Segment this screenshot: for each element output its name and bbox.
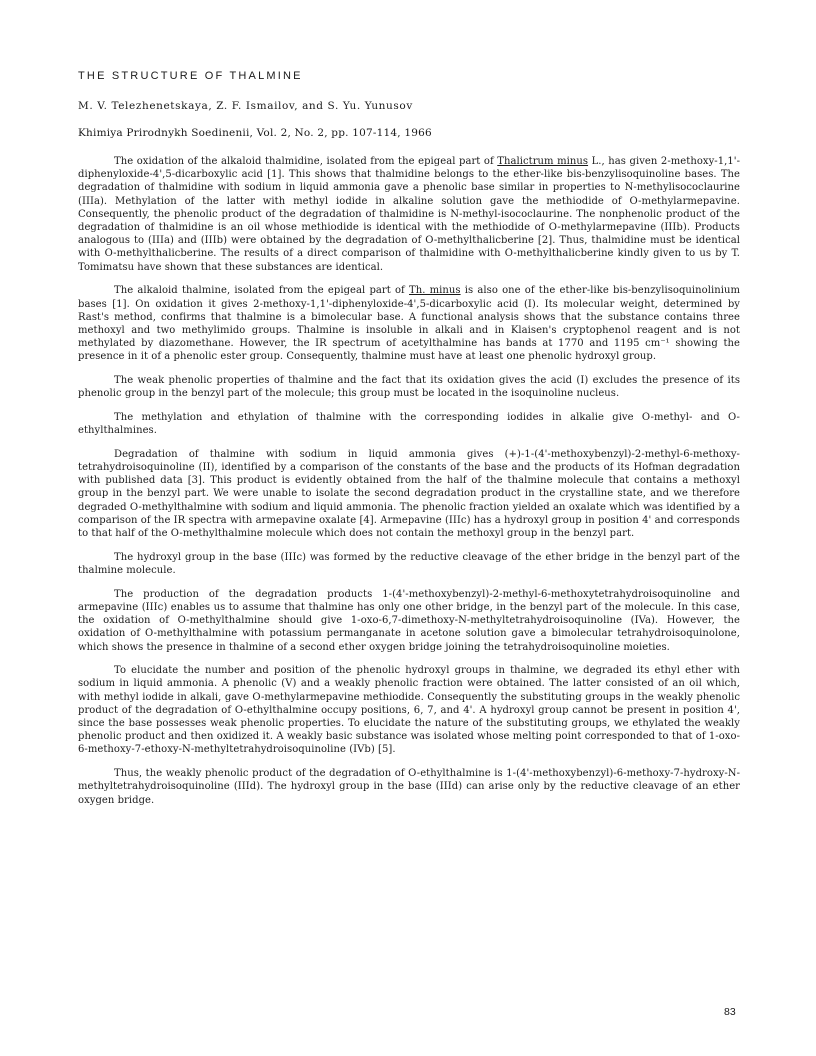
species-name: Thalictrum minus: [497, 156, 589, 167]
species-name: Th. minus: [409, 285, 461, 297]
paragraph-text: Degradation of thalmine with sodium in liquid ammonia gives (+)-1-(4'-methoxybenzyl)-2-methyl-6-methoxy-tetrahydroisoquinoline (II), identified by a comparison of the constants of the base and the products of its Hofman degradation with published data [3]. This product is evidently obtained from the half of the thalmine molecule that contains a methoxyl group in the benzyl part. We were unable to isolate the second degradation product in the crystalline state, and we therefore degraded O-methylthalmine with sodium and liquid ammonia. The phenolic fraction yielded an oxalate which was identified by a comparison of the IR spectra with armepavine oxalate [4]. Armepavine (IIIc) has a hydroxyl group in position 4' and corresponds to that half of the O-methylthalmine molecule which does not contain the methoxyl group in the benzyl part.: [78, 448, 740, 540]
paragraph-text: To elucidate the number and position of the phenolic hydroxyl groups in thalmine, we degraded its ethyl ether with sodium in liquid ammonia. A phenolic (V) and a weakly phenolic fraction were obtained. The latter consisted of an oil which, with methyl iodide in alkali, gave O-methylarmepavine methiodide. Consequently the substituting groups in the weakly phenolic product of the degradation of O-ethylthalmine occupy positions, 6, 7, and 4'. A hydroxyl group cannot be present in position 4', since the base possesses weak phenolic properties. To elucidate the nature of the substituting groups, we ethylated the weakly phenolic product and then oxidized it. A weakly basic substance was isolated whose melting point corresponded to that of 1-oxo-6-methoxy-7-ethoxy-N-methyltetrahydroisoquinoline (IVb) [5].: [78, 665, 740, 756]
paragraph: [78, 664, 740, 756]
paragraph: [78, 155, 740, 274]
article-body: [78, 155, 740, 817]
paragraph-text: is also one of the ether-like bis-benzylisoquinolinium bases [1]. On oxidation it gives 2-methoxy-1,1'-diphenyloxide-4',5-dicarboxylic acid (I). Its molecular weight, determined by Rast's method, confirms that thalmine is a bimolecular base. A functional analysis shows that the substance contains three methoxyl and two methylimido groups. Thalmine is insoluble in alkali and in Klaisen's cryptophenol reagent and is not methylated by diazomethane. However, the IR spectrum of acetylthalmine has bands at 1770 and 1195 cm⁻¹ showing the presence in it of a phenolic ester group. Consequently, thalmine must have at least one phenolic hydroxyl group.: [78, 285, 740, 363]
paragraph: [78, 448, 740, 540]
article-title: THE STRUCTURE OF THALMINE: [78, 70, 303, 82]
page-number: 83: [724, 1006, 736, 1018]
paragraph: [78, 551, 740, 577]
paragraph-text: The weak phenolic properties of thalmine and the fact that its oxidation gives the acid (I) excludes the presence of its phenolic group in the benzyl part of the molecule; this group must be located in the isoquinoline nucleus.: [78, 375, 740, 400]
paragraph: [78, 284, 740, 363]
paragraph-text: Thus, the weakly phenolic product of the degradation of O-ethylthalmine is 1-(4'-methoxybenzyl)-6-methoxy-7-hydroxy-N-methyltetrahydroisoquinoline (IIId). The hydroxyl group in the base (IIId) can arise only by the reductive cleavage of an ether oxygen bridge.: [78, 768, 740, 806]
paragraph-text: The methylation and ethylation of thalmine with the corresponding iodides in alkalie give O-methyl- and O-ethylthalmines.: [78, 411, 740, 437]
paragraph: [78, 374, 740, 400]
paragraph-text: The production of the degradation products 1-(4'-methoxybenzyl)-2-methyl-6-methoxytetrahydroisoquinoline and armepavine (IIIc) enables us to assume that thalmine has only one other bridge, in the benzyl part of the molecule. In this case, the oxidation of O-methylthalmine should give 1-oxo-6,7-dimethoxy-N-methyltetrahydroisoquinoline (IVa). However, the oxidation of O-methylthalmine with potassium permanganate in acetone solution gave a bimolecular tetrahydroisoquinolone, which shows the presence in thalmine of a second ether oxygen bridge joining the tetrahydroisoquinoline moieties.: [78, 588, 740, 653]
paragraph: [78, 411, 740, 437]
journal-citation: Khimiya Prirodnykh Soedinenii, Vol. 2, No. 2, pp. 107-114, 1966: [78, 127, 432, 139]
paragraph: [78, 588, 740, 654]
paragraph-text: L., has given 2-methoxy-1,1'-diphenyloxide-4',5-dicarboxylic acid [1]. This shows that thalmidine belongs to the ether-like bis-benzylisoquinoline bases. The degradation of thalmidine with sodium in liquid ammonia gave a phenolic base similar in properties to N-methylisococlaurine (IIIa). Methylation of the latter with methyl iodide in alkaline solution gave the methiodide of O-methylarmepavine. Consequently, the phenolic product of the degradation of thalmidine is N-methyl-isococlaurine. The nonphenolic product of the degradation of thalmidine is an oil whose methiodide is identical with the methiodide of O-methylarmepavine (IIIb). Products analogous to (IIIa) and (IIIb) were obtained by the degradation of O-methylthalicberine [2]. Thus, thalmidine must be identical with O-methylthalicberine. The results of a direct comparison of thalmidine with O-methylthalicberine kindly given to us by T. Tomimatsu have shown that these substances are identical.: [78, 156, 740, 273]
paragraph-text: The hydroxyl group in the base (IIIc) was formed by the reductive cleavage of the ether bridge in the benzyl part of the thalmine molecule.: [78, 551, 740, 576]
paragraph-text: The alkaloid thalmine, isolated from the epigeal part of: [114, 285, 409, 297]
paragraph-text: The oxidation of the alkaloid thalmidine, isolated from the epigeal part of: [114, 156, 498, 167]
article-authors: M. V. Telezhenetskaya, Z. F. Ismailov, and S. Yu. Yunusov: [78, 100, 413, 112]
paragraph: [78, 767, 740, 807]
